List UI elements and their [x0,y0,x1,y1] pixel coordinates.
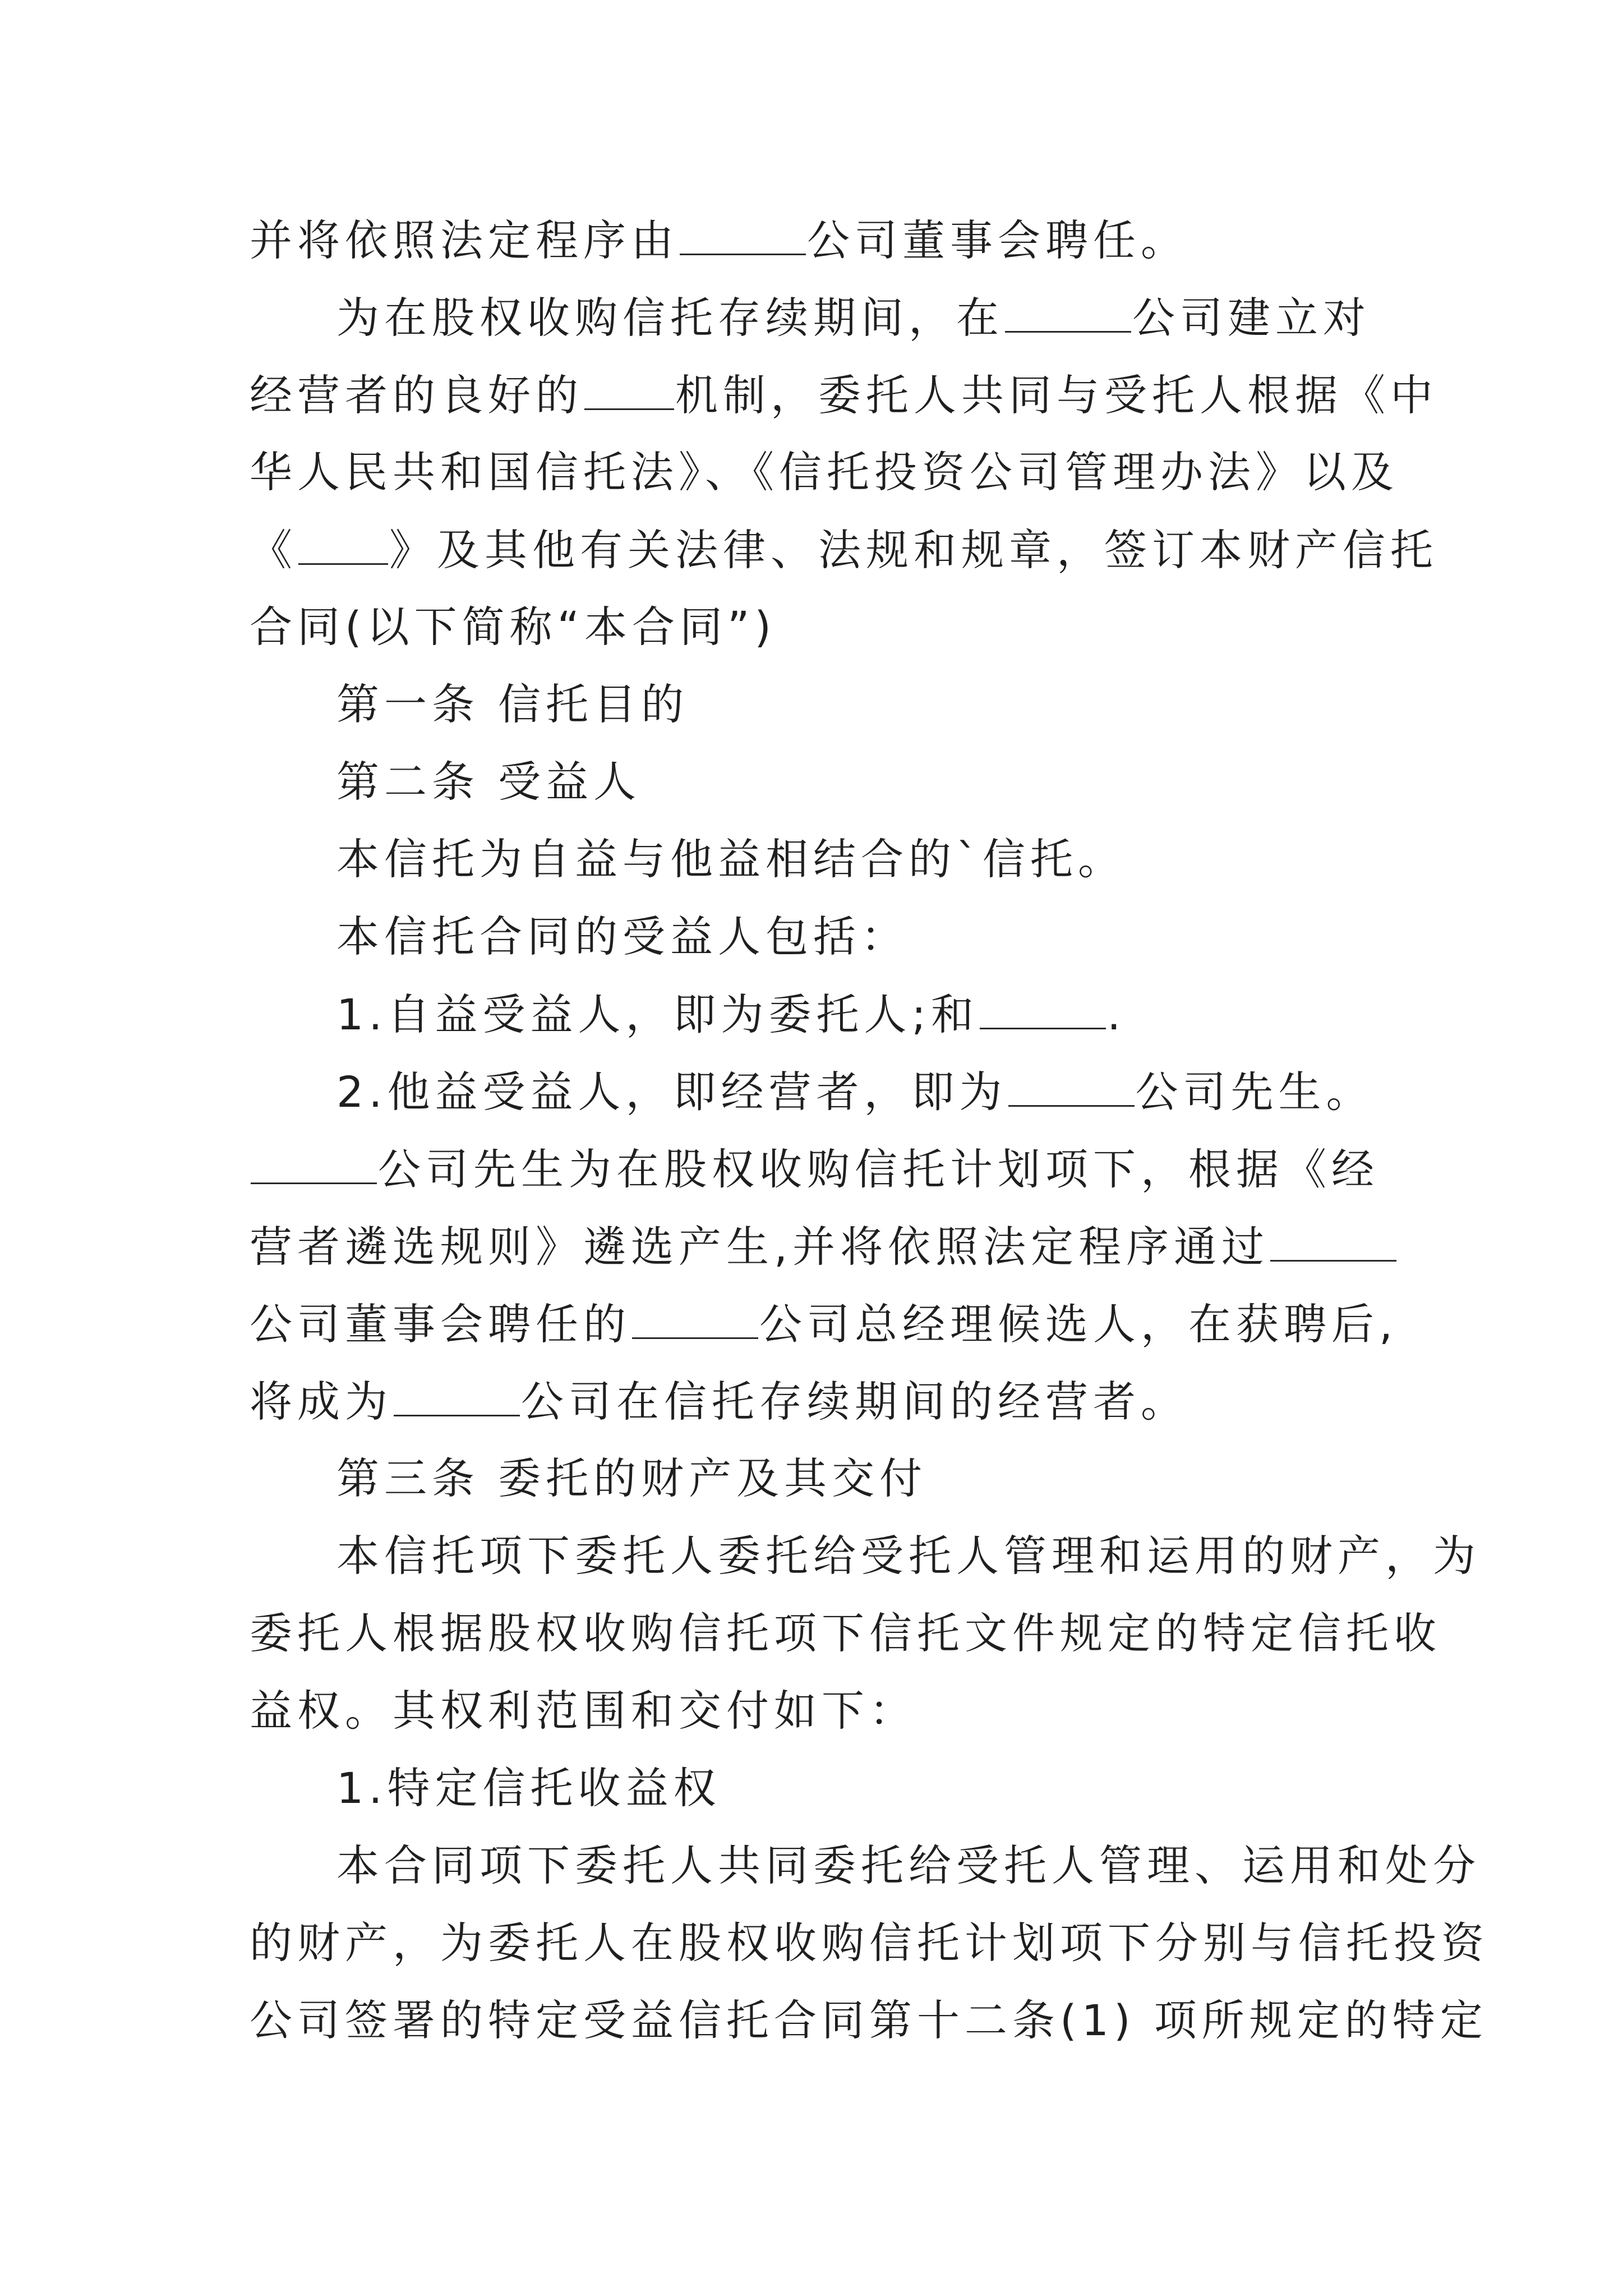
fill-in-blank [1008,1065,1135,1107]
paragraph-line: 本信托合同的受益人包括： [336,912,909,961]
text-run: 公司总经理候选人，在获聘后, [759,1299,1398,1349]
paragraph-line [250,1220,1398,1274]
paragraph-line [250,368,1438,422]
paragraph-line [250,213,1188,268]
fill-in-blank [1005,291,1131,333]
paragraph-line [250,1142,1379,1197]
text-run: 公司先生。 [1135,1067,1374,1117]
paragraph-line: 合同(以下简称“本合同”) [250,602,777,652]
text-run: 1.自益受益人，即为委托人;和 [336,990,979,1039]
text-run: 并将依照法定程序由 [250,215,679,265]
text-run: 将成为 [250,1377,393,1427]
paragraph-line: 委托人根据股权收购信托项下信托文件规定的特定信托收 [250,1608,1441,1658]
paragraph-line: 本合同项下委托人共同委托给受托人管理、运用和处分 [336,1841,1481,1890]
text-run: 2.他益受益人，即经营者，即为 [336,1067,1007,1117]
paragraph-line: 公司签署的特定受益信托合同第十二条(1) 项所规定的特定 [250,1995,1488,2045]
fill-in-blank [1270,1220,1396,1262]
text-run: 公司建立对 [1132,293,1371,343]
fill-in-blank [584,368,674,410]
text-run: 》及其他有关法律、法规和规章，签订本财产信托 [389,525,1438,575]
paragraph-line: 益权。其权利范围和交付如下： [250,1686,917,1736]
fill-in-blank [632,1297,758,1339]
text-run: 公司先生为在股权收购信托计划项下，根据《经 [378,1144,1379,1194]
text-run: 为在股权收购信托存续期间，在 [336,293,1004,343]
text-run: 《 [250,525,297,575]
paragraph-line [336,291,1371,345]
text-run: 机制，委托人共同与受托人根据《中 [675,370,1438,420]
text-run: 营者遴选规则》遴选产生,并将依照法定程序通过 [250,1222,1270,1272]
fill-in-blank [394,1374,520,1416]
fill-in-blank [251,1142,377,1184]
paragraph-line [250,1374,1188,1429]
paragraph-line: 华人民共和国信托法》、《信托投资公司管理办法》以及 [250,447,1399,497]
list-item [336,987,1126,1042]
text-run: 公司在信托存续期间的经营者。 [521,1377,1188,1427]
paragraph-line: 本信托项下委托人委托给受托人管理和运用的财产，为 [336,1531,1481,1581]
article-heading: 第三条 委托的财产及其交付 [336,1453,928,1503]
text-run: 经营者的良好的 [250,370,583,420]
article-heading: 第一条 信托目的 [336,679,689,729]
fill-in-blank [298,523,388,565]
paragraph-line [250,523,1438,577]
list-item [336,1065,1374,1119]
text-run: 公司董事会聘任的 [250,1299,631,1349]
text-run: . [1107,990,1126,1039]
paragraph-line [250,1297,1398,1351]
paragraph-line: 本信托为自益与他益相结合的`信托。 [336,834,1126,884]
article-heading: 第二条 受益人 [336,757,642,807]
fill-in-blank [980,987,1106,1029]
fill-in-blank [680,213,806,255]
paragraph-line: 的财产，为委托人在股权收购信托计划项下分别与信托投资 [250,1918,1489,1968]
list-item: 1.特定信托收益权 [336,1763,721,1813]
text-run: 公司董事会聘任。 [807,215,1188,265]
